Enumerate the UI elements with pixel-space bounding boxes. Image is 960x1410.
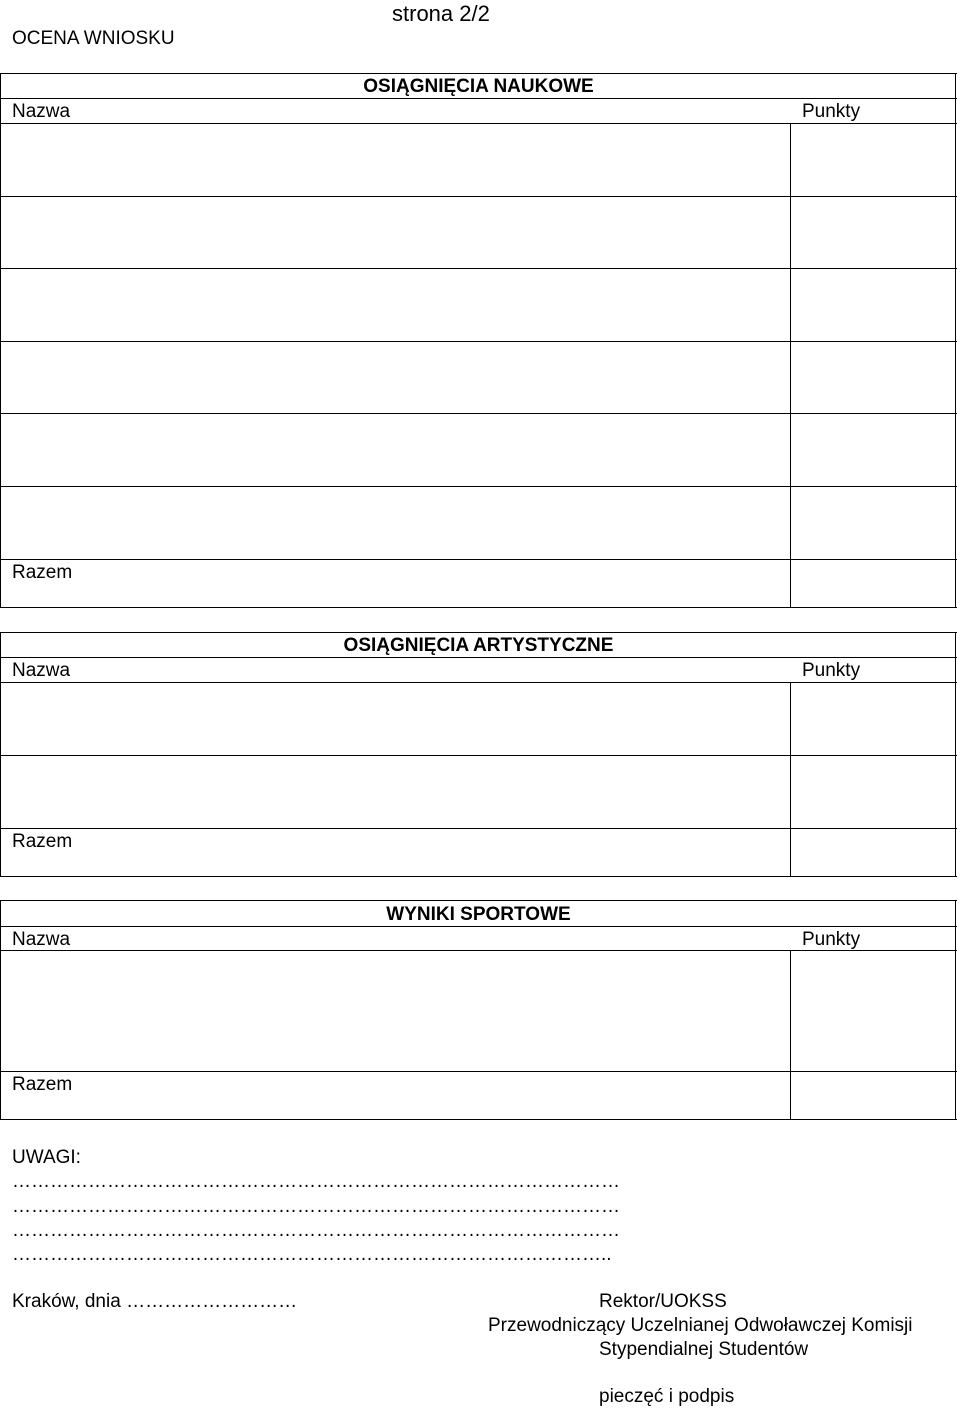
place-date-field[interactable]: Kraków, dnia ………………………	[12, 1291, 298, 1312]
entry-name-cell[interactable]	[2, 684, 789, 754]
total-label: Razem	[12, 1074, 73, 1095]
total-points-cell[interactable]	[792, 830, 954, 875]
column-header-name: Nazwa	[12, 660, 71, 681]
column-header-points: Punkty	[802, 101, 861, 122]
entry-name-cell[interactable]	[2, 270, 789, 340]
entry-points-cell[interactable]	[792, 415, 954, 485]
page-number: strona 2/2	[392, 1, 490, 26]
signatory-title: Przewodniczący Uczelnianej Odwoławczej Komisji	[488, 1315, 913, 1336]
entry-points-cell[interactable]	[792, 270, 954, 340]
entry-name-cell[interactable]	[2, 125, 789, 195]
section-title: OSIĄGNIĘCIA ARTYSTYCZNE	[343, 635, 614, 656]
signatory-title: Stypendialnej Studentów	[599, 1339, 809, 1360]
total-label: Razem	[12, 562, 73, 583]
notes-line[interactable]: ……………………………………………………………………………………	[12, 1197, 620, 1216]
entry-name-cell[interactable]	[2, 952, 789, 1070]
total-label: Razem	[12, 831, 73, 852]
column-header-name: Nazwa	[12, 101, 71, 122]
entry-name-cell[interactable]	[2, 343, 789, 412]
entry-name-cell[interactable]	[2, 488, 789, 558]
entry-name-cell[interactable]	[2, 757, 789, 827]
entry-points-cell[interactable]	[792, 684, 954, 754]
form-name: OCENA WNIOSKU	[12, 28, 175, 49]
notes-line[interactable]: …………………………………………………………………………………..	[12, 1245, 612, 1264]
column-header-points: Punkty	[802, 660, 861, 681]
signatory-title: Rektor/UOKSS	[599, 1291, 727, 1312]
total-points-cell[interactable]	[792, 561, 954, 606]
column-header-points: Punkty	[802, 929, 861, 950]
column-header-name: Nazwa	[12, 929, 71, 950]
notes-line[interactable]: ……………………………………………………………………………………	[12, 1172, 620, 1191]
section-title: OSIĄGNIĘCIA NAUKOWE	[363, 76, 594, 97]
section-title: WYNIKI SPORTOWE	[386, 904, 571, 925]
entry-name-cell[interactable]	[2, 198, 789, 267]
entry-name-cell[interactable]	[2, 415, 789, 485]
notes-label: UWAGI:	[12, 1147, 81, 1168]
entry-points-cell[interactable]	[792, 198, 954, 267]
stamp-signature-label: pieczęć i podpis	[599, 1386, 735, 1407]
notes-line[interactable]: ……………………………………………………………………………………	[12, 1221, 620, 1240]
entry-points-cell[interactable]	[792, 125, 954, 195]
total-points-cell[interactable]	[792, 1073, 954, 1118]
entry-points-cell[interactable]	[792, 343, 954, 412]
entry-points-cell[interactable]	[792, 757, 954, 827]
entry-points-cell[interactable]	[792, 952, 954, 1070]
entry-points-cell[interactable]	[792, 488, 954, 558]
